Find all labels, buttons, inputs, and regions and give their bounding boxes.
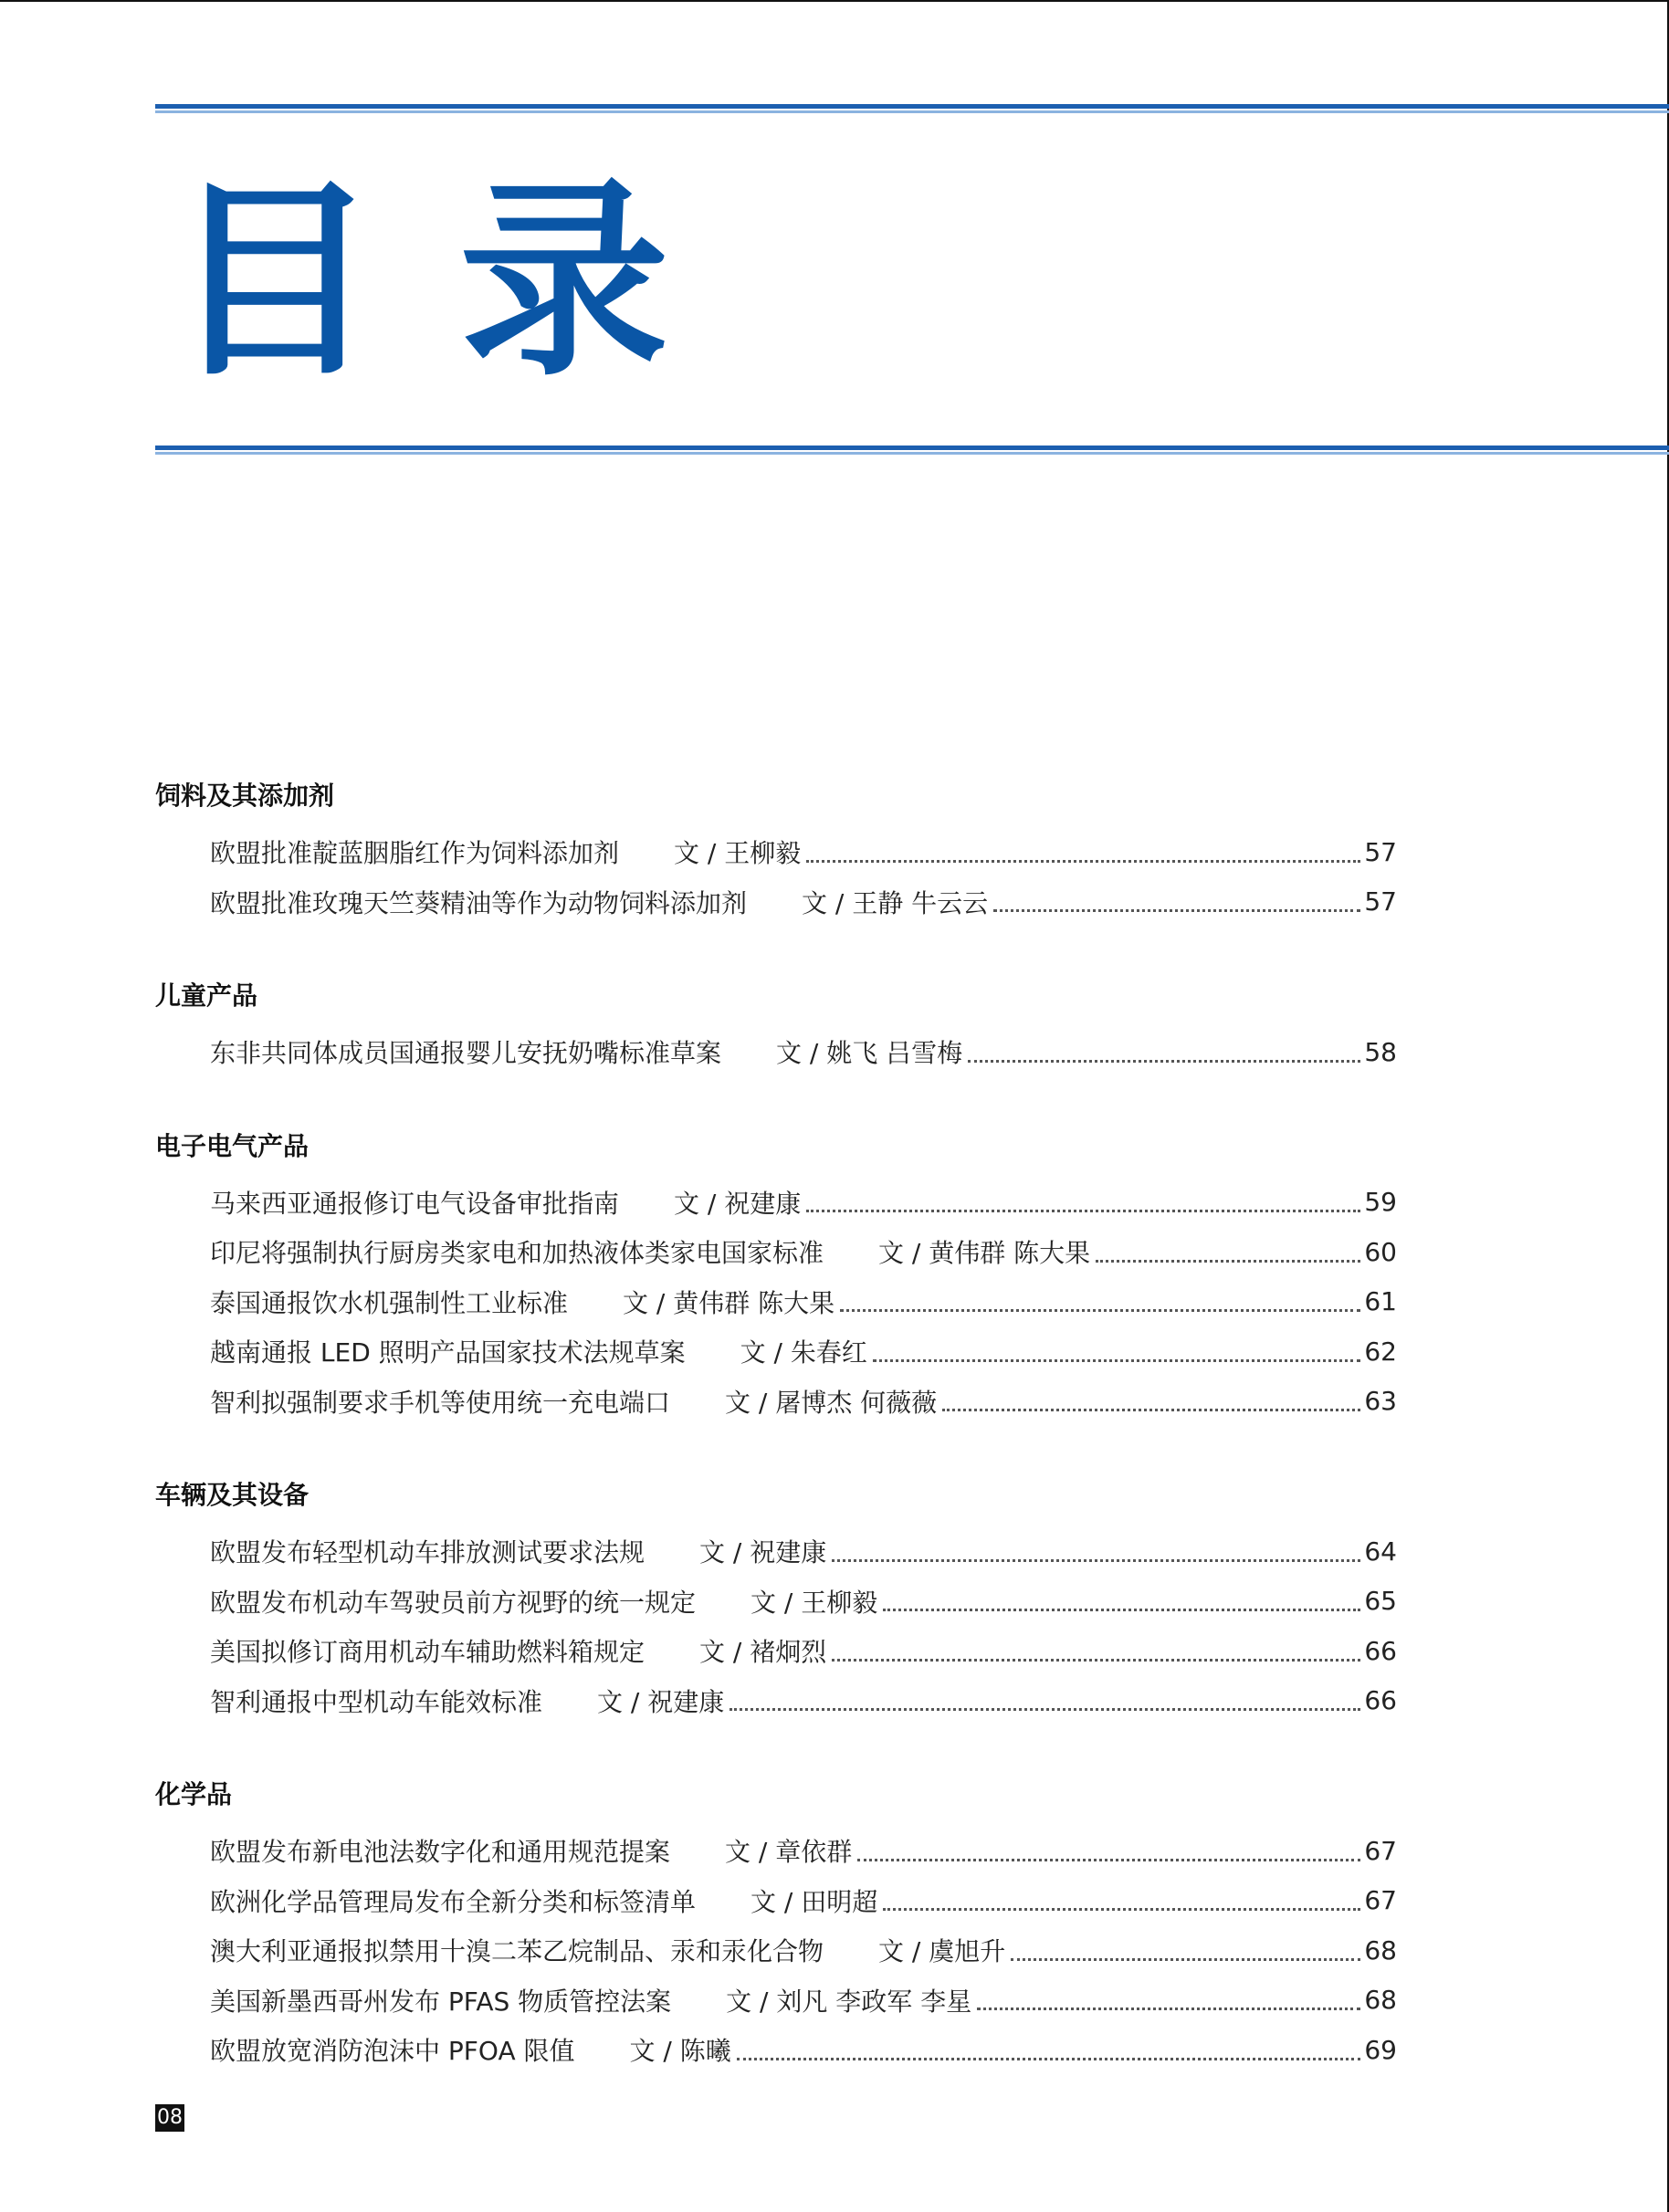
entry-page-number: 64 (1364, 1536, 1397, 1567)
toc-entry[interactable] (210, 1526, 1397, 1577)
toc-entry[interactable] (210, 1326, 1397, 1377)
entry-title: 欧盟放宽消防泡沫中 PFOA 限值 (210, 2036, 575, 2067)
dot-leader (873, 1359, 1360, 1362)
entry-title: 美国新墨西哥州发布 PFAS 物质管控法案 (210, 1986, 672, 2017)
entry-author: 文 / 王柳毅 (674, 838, 802, 869)
toc-section (155, 776, 1397, 927)
entry-title: 欧盟发布轻型机动车排放测试要求法规 (210, 1537, 646, 1568)
entry-author: 文 / 褚炯烈 (699, 1637, 827, 1668)
entry-author: 文 / 屠博杰 何薇薇 (725, 1387, 938, 1418)
toc-section (155, 1127, 1397, 1427)
entry-page-number: 59 (1364, 1187, 1397, 1218)
toc-entry[interactable] (210, 1976, 1397, 2026)
entry-title: 欧盟批准靛蓝胭脂红作为饲料添加剂 (210, 838, 620, 869)
toc-section (155, 1475, 1397, 1725)
entry-page-number: 63 (1364, 1386, 1397, 1417)
header-rule-bottom (155, 446, 1669, 455)
entry-page-number: 68 (1364, 1934, 1397, 1966)
entry-title: 印尼将强制执行厨房类家电和加热液体类家电国家标准 (210, 1238, 824, 1269)
entry-title: 东非共同体成员国通报婴儿安抚奶嘴标准草案 (210, 1038, 722, 1069)
entry-author: 文 / 黄伟群 陈大果 (878, 1238, 1091, 1269)
entry-page-number: 67 (1364, 1835, 1397, 1866)
table-of-contents (155, 776, 1397, 2124)
toc-entry[interactable] (210, 827, 1397, 877)
toc-entry[interactable] (210, 1227, 1397, 1277)
toc-entry[interactable] (210, 1876, 1397, 1926)
toc-entry[interactable] (210, 1925, 1397, 1976)
entry-title: 欧洲化学品管理局发布全新分类和标签清单 (210, 1886, 697, 1917)
toc-entry[interactable] (210, 877, 1397, 928)
entry-author: 文 / 祝建康 (699, 1537, 827, 1568)
dot-leader (883, 1609, 1360, 1611)
toc-entry[interactable] (210, 1027, 1397, 1077)
toc-entry[interactable] (210, 1626, 1397, 1676)
dot-leader (730, 1708, 1360, 1711)
entry-author: 文 / 刘凡 李政军 李星 (726, 1986, 972, 2017)
toc-entry[interactable] (210, 1377, 1397, 1427)
section-title: 化学品 (155, 1779, 233, 1809)
entry-author: 文 / 祝建康 (674, 1188, 802, 1219)
entry-page-number: 69 (1364, 2034, 1397, 2065)
entry-page-number: 58 (1364, 1036, 1397, 1067)
entry-author: 文 / 祝建康 (597, 1686, 725, 1717)
entry-title: 美国拟修订商用机动车辅助燃料箱规定 (210, 1637, 646, 1668)
dot-leader (832, 1659, 1360, 1662)
toc-entry[interactable] (210, 1277, 1397, 1327)
entry-page-number: 68 (1364, 1985, 1397, 2016)
toc-entry[interactable] (210, 2025, 1397, 2075)
entry-title: 欧盟发布机动车驾驶员前方视野的统一规定 (210, 1587, 697, 1618)
toc-section (155, 1775, 1397, 2075)
dot-leader (806, 1210, 1360, 1212)
entry-page-number: 62 (1364, 1336, 1397, 1367)
dot-leader (840, 1309, 1360, 1312)
entry-page-number: 67 (1364, 1885, 1397, 1916)
entry-author: 文 / 姚飞 吕雪梅 (776, 1038, 963, 1069)
page-top-border (0, 0, 1669, 2)
entry-title: 智利通报中型机动车能效标准 (210, 1686, 543, 1717)
section-title: 车辆及其设备 (155, 1480, 310, 1510)
entry-page-number: 66 (1364, 1635, 1397, 1666)
entry-title: 智利拟强制要求手机等使用统一充电端口 (210, 1387, 671, 1418)
page-title: 目录 (169, 161, 750, 404)
section-title: 饲料及其添加剂 (155, 781, 335, 811)
page-number: 08 (155, 2104, 184, 2132)
section-title: 电子电气产品 (155, 1130, 310, 1161)
toc-entry[interactable] (210, 1676, 1397, 1726)
dot-leader (1096, 1260, 1360, 1263)
entry-author: 文 / 黄伟群 陈大果 (623, 1287, 835, 1318)
entry-author: 文 / 朱春红 (740, 1337, 867, 1368)
dot-leader (883, 1908, 1360, 1911)
dot-leader (857, 1859, 1360, 1861)
entry-page-number: 65 (1364, 1586, 1397, 1617)
entry-page-number: 61 (1364, 1286, 1397, 1317)
entry-author: 文 / 陈曦 (629, 2036, 731, 2067)
entry-author: 文 / 虞旭升 (878, 1936, 1006, 1967)
entry-page-number: 60 (1364, 1236, 1397, 1267)
entry-author: 文 / 田明超 (751, 1886, 878, 1917)
entry-title: 马来西亚通报修订电气设备审批指南 (210, 1188, 620, 1219)
entry-author: 文 / 王柳毅 (751, 1587, 878, 1618)
dot-leader (942, 1409, 1360, 1411)
entry-title: 欧盟批准玫瑰天竺葵精油等作为动物饲料添加剂 (210, 887, 748, 918)
dot-leader (968, 1060, 1360, 1063)
entry-title: 泰国通报饮水机强制性工业标准 (210, 1287, 569, 1318)
dot-leader (977, 2008, 1360, 2010)
dot-leader (832, 1559, 1360, 1562)
entry-page-number: 57 (1364, 886, 1397, 917)
dot-leader (993, 909, 1360, 912)
header-rule-top (155, 104, 1669, 113)
toc-entry[interactable] (210, 1826, 1397, 1876)
entry-page-number: 66 (1364, 1685, 1397, 1716)
toc-entry[interactable] (210, 1577, 1397, 1627)
dot-leader (806, 860, 1360, 863)
section-title: 儿童产品 (155, 980, 258, 1011)
entry-author: 文 / 章依群 (725, 1837, 853, 1868)
dot-leader (1011, 1958, 1360, 1961)
entry-title: 欧盟发布新电池法数字化和通用规范提案 (210, 1837, 671, 1868)
entry-title: 澳大利亚通报拟禁用十溴二苯乙烷制品、汞和汞化合物 (210, 1936, 824, 1967)
dot-leader (737, 2058, 1361, 2060)
entry-page-number: 57 (1364, 836, 1397, 867)
entry-title: 越南通报 LED 照明产品国家技术法规草案 (210, 1337, 686, 1368)
toc-entry[interactable] (210, 1178, 1397, 1228)
entry-author: 文 / 王静 牛云云 (802, 887, 989, 918)
toc-section (155, 976, 1397, 1077)
